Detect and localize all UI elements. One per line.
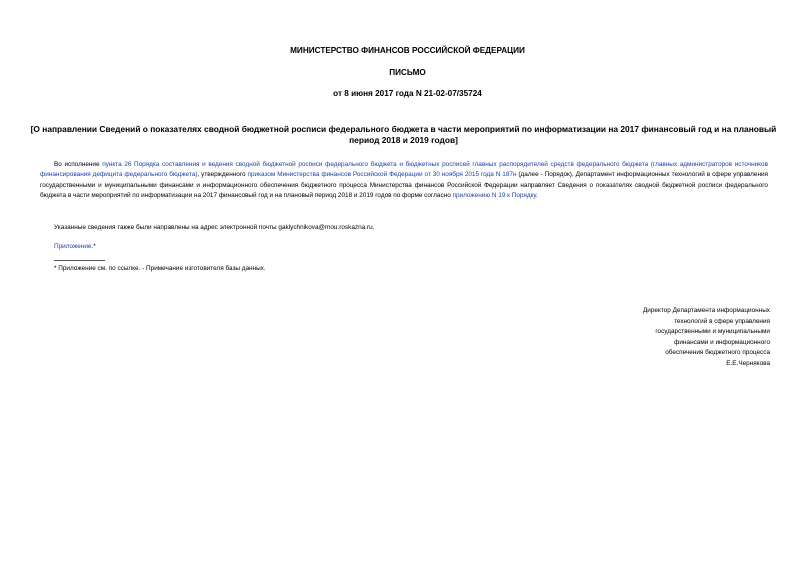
link-order-item-26[interactable]: пункта 26 Порядка составления и ведения сводной бюджетной росписи федерального бюджета и бюджетных росписей главных распорядителей средств федерального бюджета (главных администраторов источников финансирования дефицита федерального бюджета): [40, 161, 768, 179]
signature-line: Директор Департамента информационных: [642, 307, 770, 314]
annex-mark: .*: [91, 243, 96, 250]
footnote-divider: [54, 260, 105, 261]
p1-start: Во исполнение: [54, 161, 103, 168]
ministry-title: МИНИСТЕРСТВО ФИНАНСОВ РОССИЙСКОЙ ФЕДЕРАЦИИ: [290, 46, 525, 55]
signature-line: финансами и информационного: [674, 338, 770, 346]
main-paragraph: [40, 160, 768, 201]
footnote: * Приложение см. по ссылке. - Примечание изготовителя базы данных.: [54, 265, 266, 272]
p1-mid1: , утвержденного: [197, 171, 248, 179]
p1-mid2: (далее - Порядок), Департамент информационных технологий в сфере управления государственными и муниципальными финансами и информационного обеспечения бюджетного процесса Министерства финансов Российской Федерации направляет Сведения о показателях сводной бюджетной росписи федерального бюджета в части мероприятий по информатизации на 2017 финансовый год и на плановый период 2018 и 2019 годов по форме согласно: [40, 171, 769, 199]
document-date-number: от 8 июня 2017 года N 21-02-07/35724: [333, 89, 482, 98]
link-minfin-order-187n[interactable]: приказом Министерства финансов Российской Федерации от 30 ноября 2015 года N 187н: [247, 171, 517, 179]
signatory-name: Е.Е.Чернякова: [726, 359, 770, 367]
document-subject: [О направлении Сведений о показателях сводной бюджетной росписи федерального бюджета в части мероприятий по информатизации на 2017 финансовый год и на плановый период 2018 и 2019 годов]: [30, 124, 777, 145]
link-annex-19[interactable]: приложению N 19 к Порядку: [452, 191, 536, 199]
signature-block: [560, 306, 770, 370]
annex-line: [54, 243, 96, 250]
signature-line: государственными и муниципальными: [655, 328, 770, 336]
email-paragraph: Указанные сведения также были направлены на адрес электронной почты gaklychnikova@mou.roskazna.ru.: [54, 224, 375, 231]
annex-link[interactable]: Приложение: [54, 243, 92, 250]
document-type: ПИСЬМО: [389, 68, 426, 77]
signature-line: обеспечения бюджетного процесса: [665, 349, 770, 357]
signature-line: технологий в сфере управления: [674, 317, 770, 325]
p1-end: .: [535, 191, 538, 199]
